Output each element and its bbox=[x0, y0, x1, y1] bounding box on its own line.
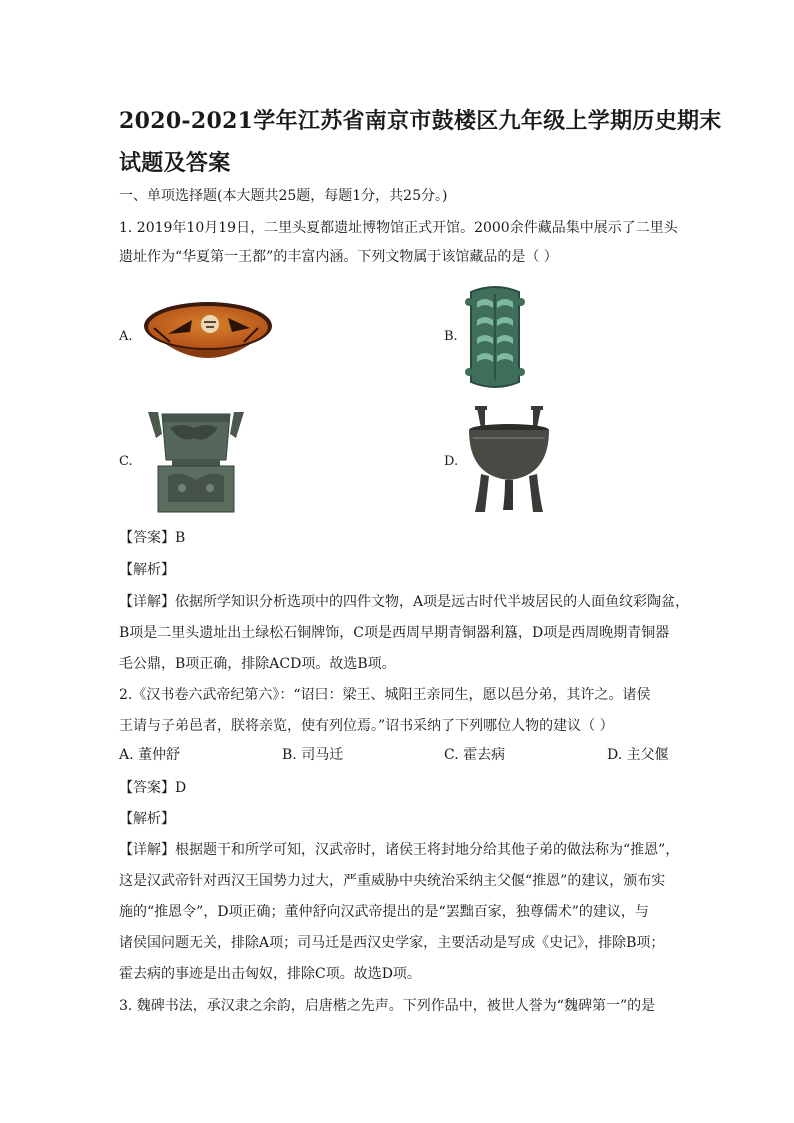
document-title-line1: 2020-2021学年江苏省南京市鼓楼区九年级上学期历史期末 bbox=[119, 108, 722, 134]
q2-stem-line2: 王请与子弟邑者，朕将亲览，使有列位焉。”诏书采纳了下列哪位人物的建议（ ） bbox=[119, 718, 614, 734]
q1-option-d-label: D. bbox=[444, 454, 459, 469]
q1-analysis-label: 【解析】 bbox=[119, 562, 175, 578]
bronze-ding-cauldron-icon bbox=[465, 404, 553, 514]
q1-detail-line3: 毛公鼎，B项正确，排除ACD项。故选B项。 bbox=[119, 656, 396, 672]
q1-option-a-label: A. bbox=[119, 329, 133, 344]
q2-detail-line1: 【详解】根据题干和所学可知，汉武帝时，诸侯王将封地分给其他子弟的做法称为“推恩”， bbox=[119, 842, 680, 858]
q1-stem-line1: 1. 2019年10月19日，二里头夏都遗址博物馆正式开馆。2000余件藏品集中展示了二里头 bbox=[119, 220, 678, 236]
q1-detail-line1: 【详解】依据所学知识分析选项中的四件文物，A项是远古时代半坡居民的人面鱼纹彩陶盆， bbox=[119, 594, 690, 610]
section-heading: 一、单项选择题(本大题共25题，每题1分，共25分。) bbox=[119, 188, 448, 204]
turquoise-plaque-icon bbox=[465, 282, 525, 392]
q2-detail-line5: 霍去病的事迹是出击匈奴，排除C项。故选D项。 bbox=[119, 966, 421, 982]
q1-detail-line2: B项是二里头遗址出土绿松石铜牌饰，C项是西周早期青铜器利簋，D项是西周晚期青铜器 bbox=[119, 625, 670, 641]
q1-stem-line2: 遗址作为“华夏第一王都”的丰富内涵。下列文物属于该馆藏品的是（ ） bbox=[119, 249, 558, 265]
painted-pottery-basin-icon bbox=[140, 298, 276, 372]
q2-detail-line2: 这是汉武帝针对西汉王国势力过大，严重威胁中央统治采纳主父偃“推恩”的建议，颁布实 bbox=[119, 873, 666, 889]
q2-analysis-label: 【解析】 bbox=[119, 811, 175, 827]
bronze-gui-vessel-icon bbox=[140, 404, 252, 514]
q2-option-c: C. 霍去病 bbox=[444, 747, 506, 763]
q1-option-b-label: B. bbox=[444, 329, 458, 344]
q2-answer: 【答案】D bbox=[119, 780, 187, 796]
document-title-line2: 试题及答案 bbox=[119, 150, 231, 176]
q2-option-d: D. 主父偃 bbox=[607, 747, 669, 763]
q1-option-c-label: C. bbox=[119, 454, 133, 469]
q1-answer: 【答案】B bbox=[119, 530, 186, 546]
q2-stem-line1: 2.《汉书卷六武帝纪第六》：“诏曰：梁王、城阳王亲同生，愿以邑分弟，其许之。诸侯 bbox=[119, 687, 651, 703]
q2-option-b: B. 司马迁 bbox=[282, 747, 344, 763]
q3-stem-line1: 3. 魏碑书法，承汉隶之余韵，启唐楷之先声。下列作品中，被世人誉为“魏碑第一”的是 bbox=[119, 998, 656, 1014]
q2-detail-line3: 施的“推恩令”，D项正确；董仲舒向汉武帝提出的是“罢黜百家，独尊儒术”的建议，与 bbox=[119, 904, 649, 920]
q2-detail-line4: 诸侯国问题无关，排除A项；司马迁是西汉史学家，主要活动是写成《史记》，排除B项； bbox=[119, 935, 665, 951]
q2-option-a: A. 董仲舒 bbox=[119, 747, 181, 763]
